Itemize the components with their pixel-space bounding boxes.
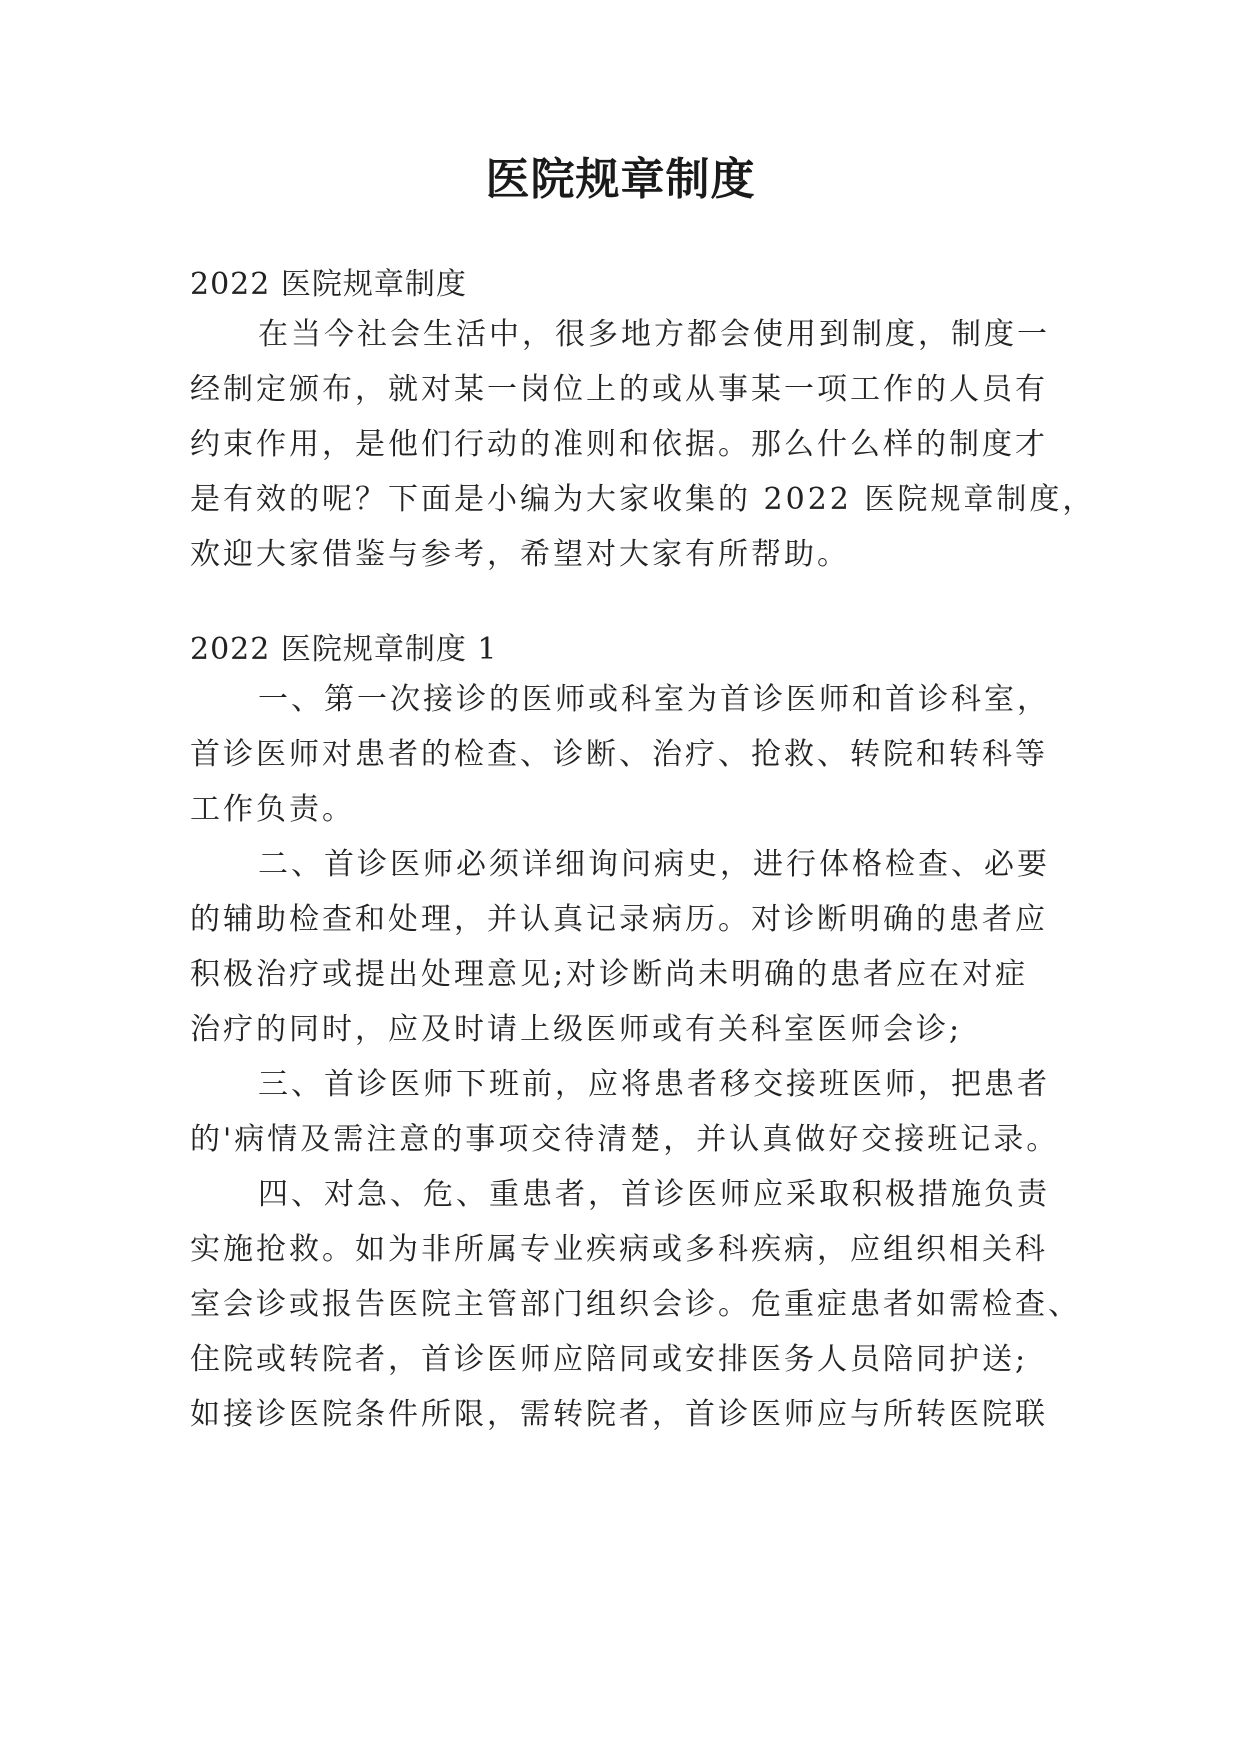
section-line-5: 的辅助检查和处理，并认真记录病历。对诊断明确的患者应 (190, 902, 1048, 937)
section-line-6: 积极治疗或提出处理意见;对诊断尚未明确的患者应在对症 (190, 957, 1029, 992)
section-line-12: 室会诊或报告医院主管部门组织会诊。危重症患者如需检查、 (190, 1287, 1081, 1322)
section-line-10: 四、对急、危、重患者，首诊医师应采取积极措施负责 (258, 1177, 1050, 1212)
section-line-7: 治疗的同时，应及时请上级医师或有关科室医师会诊; (190, 1012, 963, 1047)
intro-line-4: 是有效的呢？下面是小编为大家收集的 2022 医院规章制度， (190, 482, 1096, 517)
section-line-1: 一、第一次接诊的医师或科室为首诊医师和首诊科室， (258, 682, 1050, 717)
section-line-11: 实施抢救。如为非所属专业疾病或多科疾病，应组织相关科 (190, 1232, 1048, 1267)
document-title: 医院规章制度 (485, 154, 756, 205)
intro-line-3: 约束作用，是他们行动的准则和依据。那么什么样的制度才 (190, 427, 1048, 462)
section-line-3: 工作负责。 (190, 792, 355, 827)
section-line-9: 的'病情及需注意的事项交待清楚，并认真做好交接班记录。 (190, 1122, 1060, 1157)
section-line-4: 二、首诊医师必须详细询问病史，进行体格检查、必要 (258, 847, 1050, 882)
subtitle: 2022 医院规章制度 (190, 267, 467, 302)
section-line-14: 如接诊医院条件所限，需转院者，首诊医师应与所转医院联 (190, 1397, 1048, 1432)
section-heading: 2022 医院规章制度 1 (190, 632, 498, 667)
intro-line-2: 经制定颁布，就对某一岗位上的或从事某一项工作的人员有 (190, 372, 1048, 407)
section-line-13: 住院或转院者，首诊医师应陪同或安排医务人员陪同护送; (190, 1342, 1029, 1377)
intro-line-1: 在当今社会生活中，很多地方都会使用到制度，制度一 (258, 317, 1050, 352)
section-line-2: 首诊医师对患者的检查、诊断、治疗、抢救、转院和转科等 (190, 737, 1048, 772)
intro-line-5: 欢迎大家借鉴与参考，希望对大家有所帮助。 (190, 537, 850, 572)
section-line-8: 三、首诊医师下班前，应将患者移交接班医师，把患者 (258, 1067, 1050, 1102)
